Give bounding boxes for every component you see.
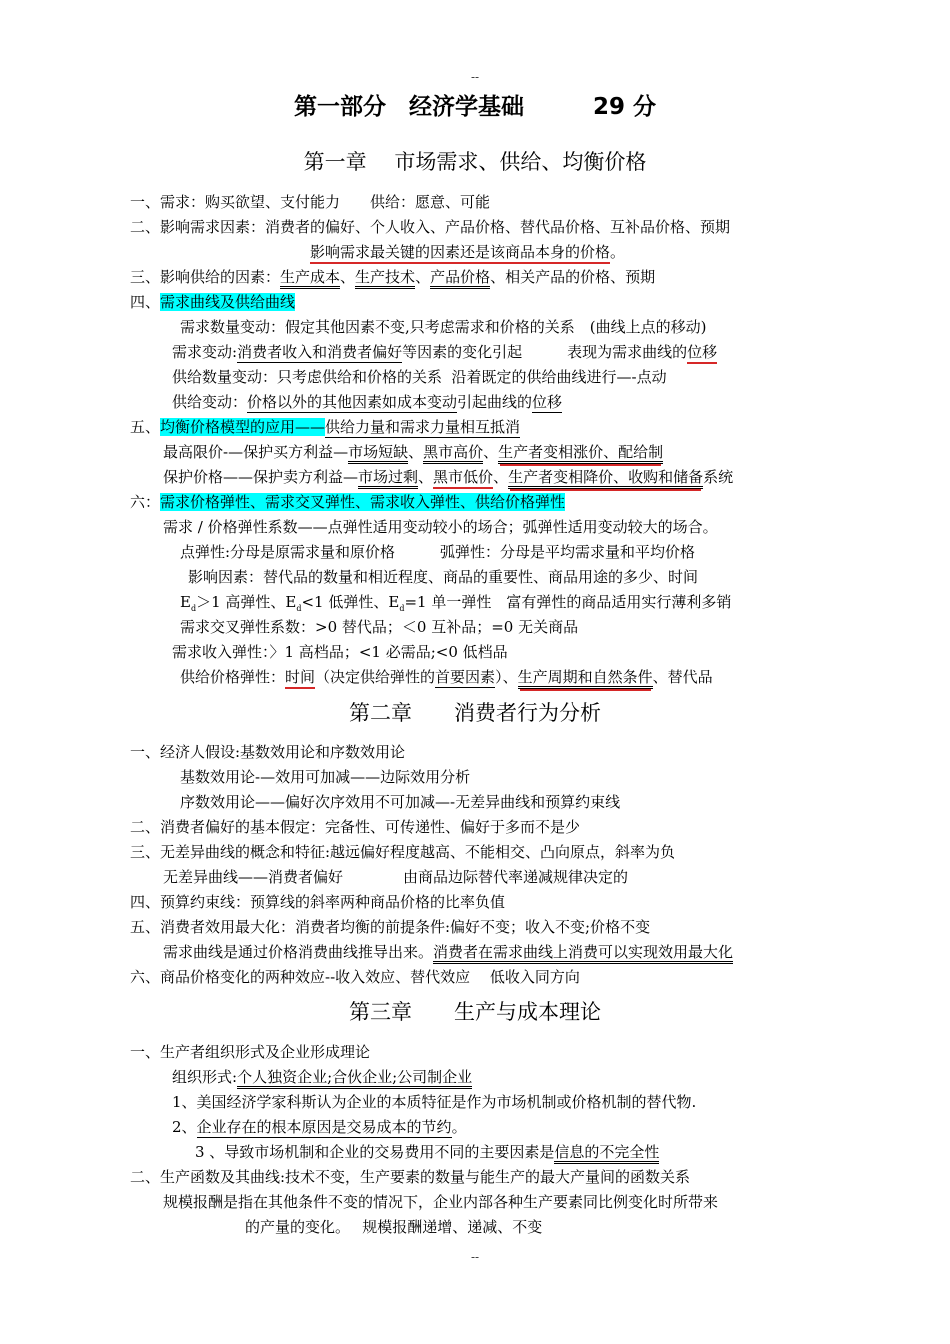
- ch1-line-11: [163, 443, 663, 461]
- ch1-line-7: [172, 343, 717, 361]
- supply-change-label: 供给变动：: [172, 393, 248, 411]
- transaction-cost-text: 3 、导致市场机制和企业的交易费用不同的主要因素是: [195, 1143, 555, 1161]
- sep: 、: [493, 468, 509, 486]
- curves-heading: 需求曲线及供给曲线: [160, 293, 296, 311]
- product-price: 产品价格: [430, 268, 490, 289]
- chapter-2-title: 第二章 消费者行为分析: [349, 701, 601, 725]
- ch2-line-5: 三、无差异曲线的概念和特征:越远偏好程度越高、不能相交、凸向原点，斜率为负: [130, 843, 676, 861]
- ch3-line-7: 规模报酬是指在其他条件不变的情况下，企业内部各种生产要素同比例变化时所带来: [163, 1193, 719, 1211]
- equilibrium-desc: 供给力量和需求力量相互抵消: [325, 418, 521, 436]
- chapter-3-title: 第三章 生产与成本理论: [349, 1000, 601, 1024]
- utility-max-text: 消费者在需求曲线上消费可以实现效用最大化: [433, 943, 733, 964]
- ch2-line-6: 无差异曲线——消费者偏好 由商品边际替代率递减规律决定的: [163, 868, 629, 886]
- header-marker: --: [470, 70, 480, 84]
- ch3-line-6: 二、生产函数及其曲线:技术不变，生产要素的数量与能生产的最大产量间的函数关系: [130, 1168, 691, 1186]
- ch3-line-3: 1、美国经济学家科斯认为企业的本质特征是作为市场机制或价格机制的替代物.: [172, 1093, 697, 1111]
- supply-change-text: 引起曲线的: [457, 393, 533, 411]
- ch2-line-2: 基数效用论-—效用可加减——边际效用分析: [180, 768, 471, 786]
- subscript-d: d: [190, 604, 197, 613]
- ch1-line-1: 一、需求：购买欲望、支付能力 供给：愿意、可能: [130, 193, 491, 211]
- ch2-line-4: 二、消费者偏好的基本假定：完备性、可传递性、偏好于多而不是少: [130, 818, 581, 836]
- primary-factor: 首要因素: [435, 668, 496, 686]
- ch1-line-2: 二、影响需求因素：消费者的偏好、个人收入、产品价格、替代品价格、互补品价格、预期: [130, 218, 731, 236]
- sep: 、: [418, 468, 434, 486]
- sep: ）、: [495, 668, 518, 686]
- ch1-line-13: [130, 493, 565, 511]
- ch1-line-6: 需求数量变动：假定其他因素不变,只考虑需求和价格的关系 (曲线上点的移动): [180, 318, 707, 336]
- elasticity-heading: 需求价格弹性、需求交叉弹性、需求收入弹性、供给价格弹性: [160, 493, 566, 511]
- subscript-d: d: [296, 604, 302, 613]
- key-factor-text: 影响需求最关键的因素还是该商品本身的价格: [310, 243, 610, 264]
- black-market-low: 黑市低价: [433, 468, 493, 489]
- black-market-high: 黑市高价: [423, 443, 483, 464]
- ch1-line-3-end: 。: [610, 243, 626, 261]
- ceiling-price-label: 最高限价-—保护买方利益—: [163, 443, 349, 461]
- ch2-line-9: [163, 943, 733, 961]
- ch3-line-5: [195, 1143, 659, 1161]
- item-num: 2、: [172, 1118, 197, 1136]
- org-form-label: 组织形式:: [172, 1068, 238, 1086]
- ch2-line-10: 六、商品价格变化的两种效应--收入效应、替代效应 低收入同方向: [130, 968, 580, 986]
- period: 。: [451, 1118, 467, 1136]
- ch3-line-4: [172, 1118, 467, 1136]
- section-num: 五、: [130, 418, 161, 436]
- ch1-line-16: 影响因素：替代品的数量和相近程度、商品的重要性、商品用途的多少、时间: [188, 568, 699, 586]
- ch2-line-7: 四、预算约束线：预算线的斜率两种商品价格的比率负值: [130, 893, 506, 911]
- subscript-d: d: [399, 604, 405, 613]
- sep: 、: [483, 443, 499, 461]
- sep: 、: [340, 268, 356, 286]
- low-elasticity: <1 低弹性、: [301, 593, 389, 611]
- floor-effects: 生产者变相降价、收购和储备: [508, 468, 703, 489]
- production-cycle: 生产周期和自然条件: [518, 668, 653, 689]
- ch2-line-8: 五、消费者效用最大化：消费者均衡的前提条件:偏好不变；收入不变;价格不变: [130, 918, 651, 936]
- demand-change-label: 需求变动:: [172, 343, 238, 361]
- ch1-line-18: 需求交叉弹性系数：>0 替代品；＜0 互补品；=0 无关商品: [180, 618, 579, 636]
- ch1-line-10: [130, 418, 520, 436]
- ch1-line-15: 点弹性:分母是原需求量和原价格 弧弹性：分母是平均需求量和平均价格: [180, 543, 696, 561]
- incomplete-info: 信息的不完全性: [554, 1143, 659, 1164]
- elasticity-symbol: E: [180, 593, 191, 611]
- market-shortage: 市场短缺: [348, 443, 408, 464]
- sep: 、: [415, 268, 431, 286]
- production-cost: 生产成本: [280, 268, 340, 289]
- supply-elasticity-label: 供给价格弹性：: [180, 668, 286, 686]
- ch1-line-9: [172, 393, 562, 411]
- firm-existence-reason: 企业存在的根本原因是交易成本的节约: [196, 1118, 452, 1136]
- market-surplus: 市场过剩: [358, 468, 418, 489]
- page-title: 第一部分 经济学基础 29 分: [293, 94, 656, 120]
- ch1-line-12: [163, 468, 733, 486]
- production-tech: 生产技术: [355, 268, 415, 289]
- ch1-line-19: 需求收入弹性：〉1 高档品；<1 必需品;<0 低档品: [172, 643, 508, 661]
- ch1-line-14: 需求 / 价格弹性系数——点弹性适用变动较小的场合；弧弹性适用变动较大的场合。: [163, 518, 718, 536]
- floor-tail: 系统: [703, 468, 734, 486]
- ch3-line-1: 一、生产者组织形式及企业形成理论: [130, 1043, 371, 1061]
- supply-factors-rest: 、相关产品的价格、预期: [490, 268, 656, 286]
- ch1-line-3: [310, 243, 625, 261]
- ch1-line-20: [180, 668, 713, 686]
- footer-marker: --: [470, 1250, 480, 1264]
- ch2-line-1: 一、经济人假设:基数效用论和序数效用论: [130, 743, 406, 761]
- section-num: 六：: [130, 493, 161, 511]
- supply-factors-label: 三、影响供给的因素：: [130, 268, 281, 286]
- high-elasticity: ＞1 高弹性、: [196, 593, 286, 611]
- ch1-line-4: [130, 268, 655, 286]
- time-factor: 时间: [285, 668, 315, 689]
- elasticity-symbol: E: [285, 593, 297, 611]
- shift-text-2: 位移: [532, 393, 563, 411]
- ch3-line-2: [172, 1068, 472, 1086]
- ch3-line-8: 的产量的变化。 规模报酬递增、递减、不变: [245, 1218, 543, 1236]
- org-forms: 个人独资企业;合伙企业;公司制企业: [237, 1068, 472, 1089]
- ch2-line-3: 序数效用论——偏好次序效用不可加减—-无差异曲线和预算约束线: [180, 793, 621, 811]
- section-num: 四、: [130, 293, 161, 311]
- floor-price-label: 保护价格——保护卖方利益—: [163, 468, 359, 486]
- demand-change-cause: 消费者收入和消费者偏好: [237, 343, 403, 361]
- elasticity-symbol: E: [388, 593, 400, 611]
- substitutes: 、替代品: [652, 668, 713, 686]
- demand-change-text: 等因素的变化引起 表现为需求曲线的: [402, 343, 688, 361]
- ch1-line-8: 供给数量变动：只考虑供给和价格的关系 沿着既定的供给曲线进行—-点动: [172, 368, 667, 386]
- demand-curve-text: 需求曲线是通过价格消费曲线推导出来。: [163, 943, 434, 961]
- paren-text: （决定供给弹性的: [315, 668, 436, 686]
- ceiling-effects: 生产者变相涨价、配给制: [498, 443, 663, 464]
- ch1-line-17: [180, 593, 731, 618]
- chapter-1-title: 第一章 市场需求、供给、均衡价格: [303, 150, 647, 174]
- ch1-line-5: [130, 293, 295, 311]
- unit-elasticity: =1 单一弹性 富有弹性的商品适用实行薄利多销: [404, 593, 732, 611]
- supply-change-cause: 价格以外的其他因素如成本变动: [247, 393, 458, 411]
- shift-text: 位移: [687, 343, 717, 364]
- equilibrium-heading: 均衡价格模型的应用——: [160, 418, 326, 436]
- sep: 、: [408, 443, 424, 461]
